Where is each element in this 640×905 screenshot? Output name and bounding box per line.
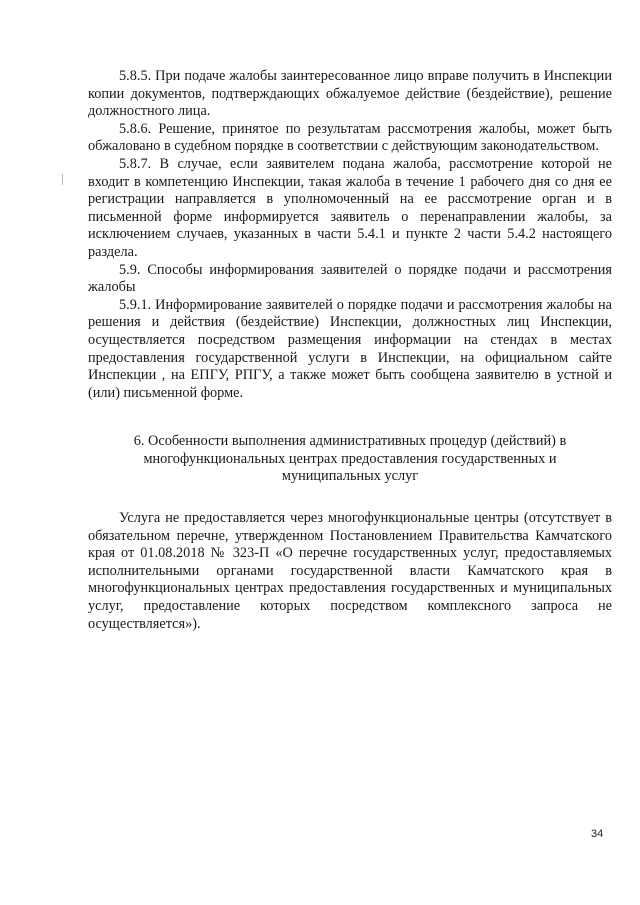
paragraph-service-note: Услуга не предоставляется через многофункциональные центры (отсутствует в обязательном перечне, утвержденном Постановлением Правительства Камчатского края от 01.08.2018 № 323-П «О перечне государственных услуг, предоставляемых исполнительными органами государственной власти Камчатского края в многофункциональных центрах предоставления государственных и муниципальных услуг, предоставление которых посредством комплексного запроса не осуществляется»). xyxy=(88,510,612,632)
margin-mark xyxy=(62,174,63,185)
paragraph-5-9: 5.9. Способы информирования заявителей о порядке подачи и рассмотрения жалобы xyxy=(88,261,612,296)
page-content xyxy=(88,68,612,633)
paragraph-5-9-1: 5.9.1. Информирование заявителей о порядке подачи и рассмотрения жалобы на решения и действия (бездействие) Инспекции, должностных лиц Инспекции, осуществляется посредством размещения информации на стендах в местах предоставления государственной услуги в Инспекции, на официальном сайте Инспекции , на ЕПГУ, РПГУ, а также может быть сообщена заявителю в устной и (или) письменной форме. xyxy=(88,296,612,401)
paragraph-5-8-5: 5.8.5. При подаче жалобы заинтересованное лицо вправе получить в Инспекции копии документов, подтверждающих обжалуемое действие (бездействие), решение должностного лица. xyxy=(88,68,612,120)
section-6-heading: 6. Особенности выполнения административных процедур (действий) в многофункциональных центрах предоставления государственных и муниципальных услуг xyxy=(133,433,567,485)
paragraph-5-8-7: 5.8.7. В случае, если заявителем подана жалоба, рассмотрение которой не входит в компетенцию Инспекции, такая жалоба в течение 1 рабочего дня со дня ее регистрации направляется в уполномоченный на ее рассмотрение орган и в письменной форме информируется заявитель о перенаправлении жалобы, за исключением случаев, указанных в части 5.4.1 и пункте 2 части 5.4.2 настоящего раздела. xyxy=(88,155,612,260)
paragraph-5-8-6: 5.8.6. Решение, принятое по результатам рассмотрения жалобы, может быть обжаловано в судебном порядке в соответствии с действующим законодательством. xyxy=(88,120,612,155)
page-number: 34 xyxy=(591,828,604,840)
